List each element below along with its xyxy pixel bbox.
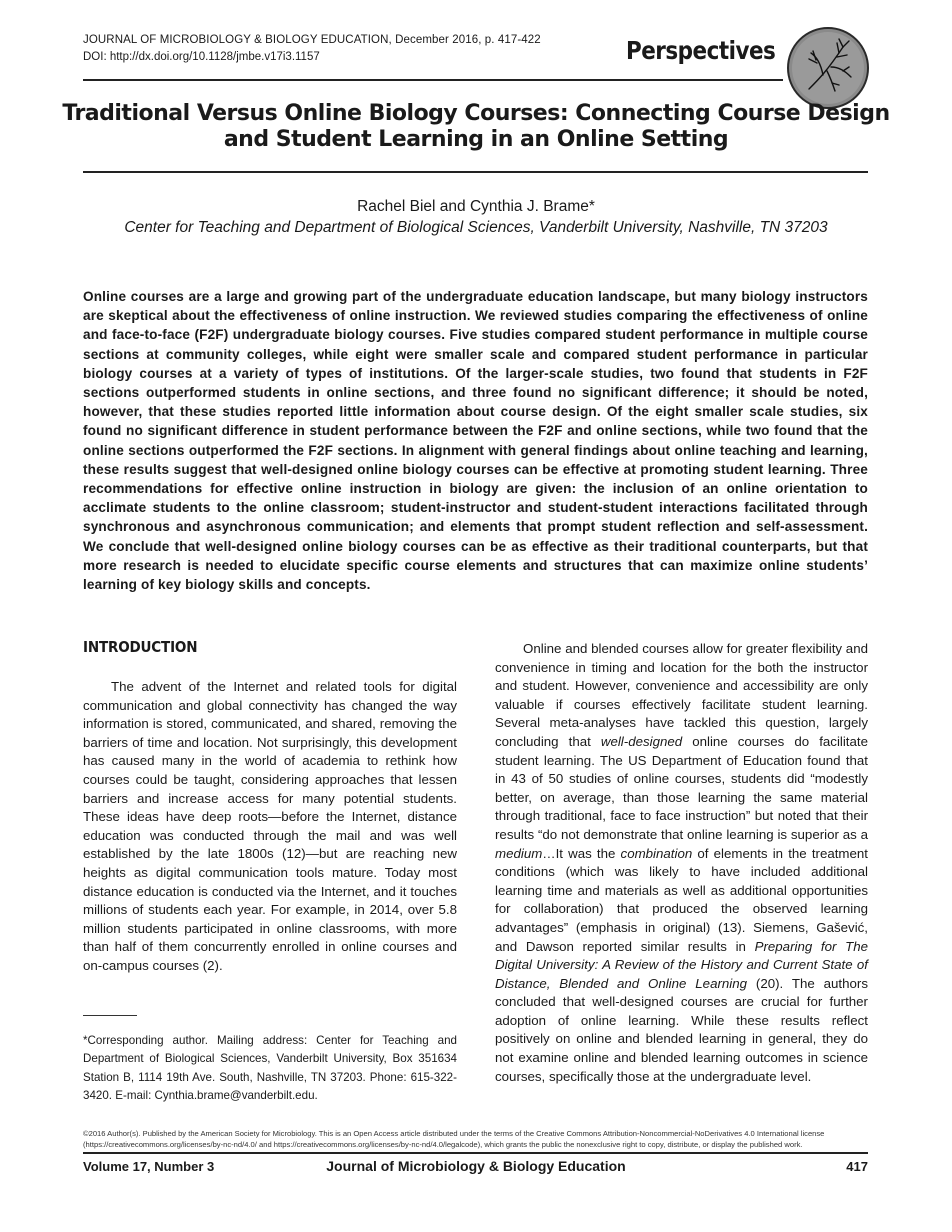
header-rule [83,79,783,81]
introduction-paragraph-2 [495,640,868,1086]
footnote-rule [83,1015,137,1016]
paragraph-2-text-4: of elements in the treatment conditions (which was likely to have included additional learning time and materials as well as additional opportunities for collaboration) that produced the observed learning advantages” (emphasis in original) (13). Siemens, Gašević, and Dawson reported similar results in [495,845,868,954]
footer-rule [83,1152,868,1154]
page-number: 417 [846,1159,868,1174]
doi-link[interactable]: DOI: http://dx.doi.org/10.1128/jmbe.v17i3.1157 [83,51,320,63]
paragraph-2-book-title: Preparing for The Digital University: A Review of the History and Current State of Distance, Blended and Online Learning [495,938,868,991]
paragraph-2-emphasis-3: combination [620,845,693,861]
author-list: Rachel Biel and Cynthia J. Brame* [357,198,595,215]
paragraph-2-emphasis-2: medium [495,845,543,861]
tree-branch-logo-icon [787,27,869,109]
introduction-heading: INTRODUCTION [83,638,198,656]
section-label: Perspectives [626,36,776,65]
footer-volume: Volume 17, Number 3 [83,1159,215,1174]
author-affiliation: Center for Teaching and Department of Biological Sciences, Vanderbilt University, Nashville, TN 37203 [124,219,828,236]
footer-journal-name: Journal of Microbiology & Biology Education [326,1158,626,1174]
journal-citation: JOURNAL OF MICROBIOLOGY & BIOLOGY EDUCATION, December 2016, p. 417-422 [83,34,541,46]
article-title-line-2: and Student Learning in an Online Setting [223,127,729,152]
paragraph-2-text-1: Online and blended courses allow for greater flexibility and convenience in timing and location for the both the instructor and student. However, convenience and accessibility are only valuable if courses effectively facilitate student learning. Several meta-analyses have tackled this question, largely concluding that [495,641,868,749]
article-title-line-1: Traditional Versus Online Biology Courses: Connecting Course Design [62,101,890,126]
paragraph-2-text-5: (20). The authors concluded that well-designed courses are crucial for further adoption of online learning. While these results reflect positively on online and blended learning in general, they do not examine online and blended learning outcomes in science courses, specifically those at the undergraduate level. [495,975,868,1084]
paragraph-2-emphasis-1: well-designed [600,733,683,749]
title-rule [83,171,868,173]
left-column [83,678,457,976]
paragraph-2-text-2: online courses do facilitate student learning. The US Department of Education found that in 43 of 50 studies of online courses, students did “modestly better, on average, than those learning the same material through traditional, face to face instruction” but noted that their results “do not demonstrate that online learning is superior as a [495,733,868,842]
copyright-notice: ©2016 Author(s). Published by the American Society for Microbiology. This is an Open Access article distributed under the terms of the Creative Commons Attribution-Noncommercial-NoDerivatives 4.0 International license (https://creativecommons.org/licenses/by-nc-nd/4.0/ and https://creativecommons.org/licenses/by-nc-nd/4.0/legalcode), which grants the public the nonexclusive right to copy, distribute, or display the published work. [83,1129,825,1149]
introduction-paragraph-1: The advent of the Internet and related tools for digital communication and global connectivity has changed the way information is stored, communicated, and shared, removing the barriers of time and location. Not surprisingly, this development has caused many in the world of academia to rethink how courses could be taught, considering approaches that lessen barriers and increase access for many potential students. These ideas have deep roots—before the Internet, distance education was conducted through the mail and was well established by the late 1800s (12)—but are reaching new heights as digital communication tools mature. Today most distance education is conducted via the Internet, and it touches millions of students each year. For example, in 2014, over 5.8 million students participated in online classrooms, with more than half of them concurrently enrolled in online courses and on-campus courses (2). [83,679,457,973]
abstract-text: Online courses are a large and growing part of the undergraduate education landscape, but many biology instructors are skeptical about the effectiveness of online instruction. We reviewed studies comparing the effectiveness of online and face-to-face (F2F) undergraduate biology courses. Five studies compared student performance in multiple course sections at community colleges, while eight were smaller scale and compared student performance in particular biology courses at a variety of types of institutions. Of the larger-scale studies, two found that students in F2F sections outperformed students in online sections, and three found no significant difference; it should be noted, however, that these studies reported little information about course design. Of the eight smaller scale studies, six found no significant difference in student performance between the F2F and online sections, while two found that the online sections outperformed the F2F sections. In alignment with general findings about online teaching and learning, these results suggest that well-designed online biology courses can be effective at promoting student learning. Three recommendations for effective online instruction in biology are given: the inclusion of an online orientation to acclimate students to the online classroom; student-instructor and student-student interactions facilitated through synchronous and asynchronous communication; and elements that prompt student reflection and self-assessment. We conclude that well-designed online biology courses can be as effective as their traditional counterparts, but that more research is needed to elucidate specific course elements and structures that can maximize online students’ learning of key biology skills and concepts. [83,289,868,593]
corresponding-author-footnote: *Corresponding author. Mailing address: Center for Teaching and Department of Biological Sciences, Vanderbilt University, Box 351634 Station B, 1114 19th Ave. South, Nashville, TN 37203. Phone: 615-322-3420. E-mail: Cynthia.brame@vanderbilt.edu. [83,1034,457,1103]
article-title [60,101,892,153]
right-column [495,640,868,1086]
paragraph-2-text-3: …It was the [542,845,621,861]
